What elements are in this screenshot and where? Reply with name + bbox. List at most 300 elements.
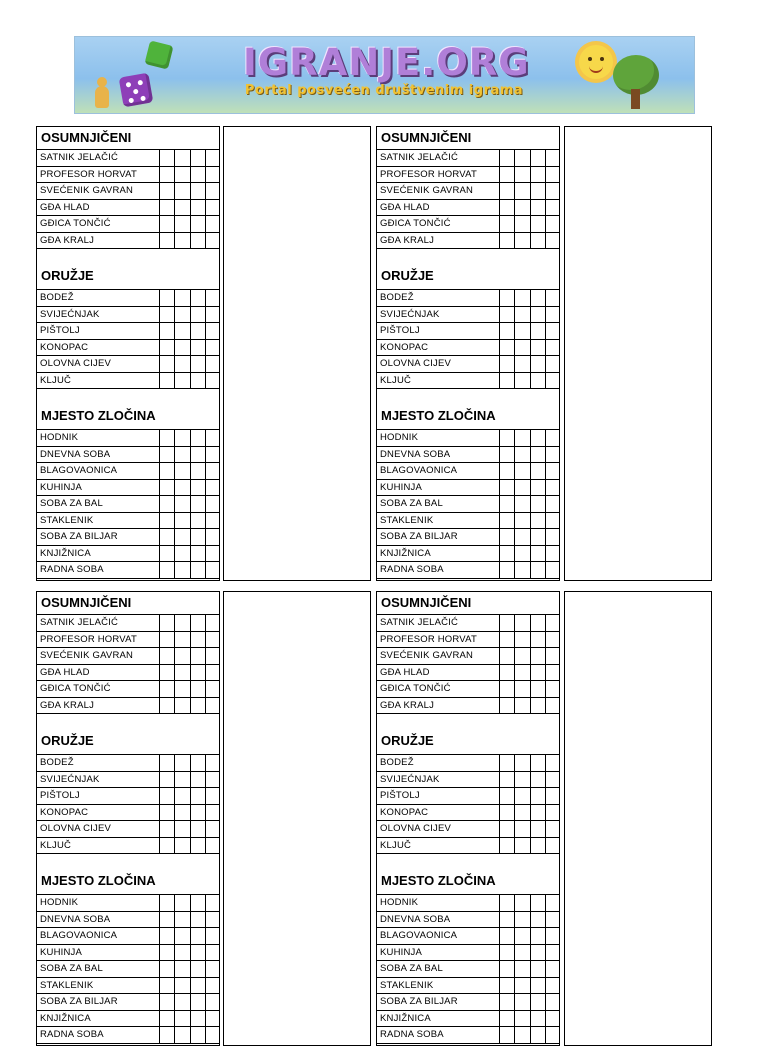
checkbox-cell[interactable] xyxy=(205,1010,220,1027)
checkbox-cell[interactable] xyxy=(545,512,560,529)
checkbox-cell[interactable] xyxy=(545,339,560,356)
checkbox-cell[interactable] xyxy=(190,323,205,340)
checkbox-cell[interactable] xyxy=(500,306,515,323)
checkbox-cell[interactable] xyxy=(190,463,205,480)
checkbox-cell[interactable] xyxy=(160,306,175,323)
checkbox-cell[interactable] xyxy=(190,496,205,513)
checkbox-cell[interactable] xyxy=(175,804,190,821)
checkbox-cell[interactable] xyxy=(545,788,560,805)
checkbox-cell[interactable] xyxy=(545,529,560,546)
checkbox-cell[interactable] xyxy=(515,681,530,698)
checkbox-cell[interactable] xyxy=(190,430,205,447)
checkbox-cell[interactable] xyxy=(515,446,530,463)
checkbox-cell[interactable] xyxy=(175,681,190,698)
checkbox-cell[interactable] xyxy=(175,697,190,714)
checkbox-cell[interactable] xyxy=(160,232,175,249)
checkbox-cell[interactable] xyxy=(545,323,560,340)
checkbox-cell[interactable] xyxy=(500,1027,515,1044)
checkbox-cell[interactable] xyxy=(500,631,515,648)
checkbox-cell[interactable] xyxy=(205,837,220,854)
checkbox-cell[interactable] xyxy=(545,664,560,681)
checkbox-cell[interactable] xyxy=(500,615,515,632)
checkbox-cell[interactable] xyxy=(530,232,545,249)
checkbox-cell[interactable] xyxy=(515,232,530,249)
checkbox-cell[interactable] xyxy=(530,463,545,480)
checkbox-cell[interactable] xyxy=(530,615,545,632)
checkbox-cell[interactable] xyxy=(500,804,515,821)
checkbox-cell[interactable] xyxy=(515,1010,530,1027)
checkbox-cell[interactable] xyxy=(205,339,220,356)
checkbox-cell[interactable] xyxy=(175,755,190,772)
checkbox-cell[interactable] xyxy=(190,479,205,496)
checkbox-cell[interactable] xyxy=(160,1010,175,1027)
checkbox-cell[interactable] xyxy=(175,216,190,233)
checkbox-cell[interactable] xyxy=(500,446,515,463)
checkbox-cell[interactable] xyxy=(500,512,515,529)
checkbox-cell[interactable] xyxy=(205,529,220,546)
checkbox-cell[interactable] xyxy=(545,562,560,579)
checkbox-cell[interactable] xyxy=(515,339,530,356)
notes-box-3[interactable] xyxy=(223,591,371,1046)
checkbox-cell[interactable] xyxy=(160,290,175,307)
checkbox-cell[interactable] xyxy=(205,664,220,681)
checkbox-cell[interactable] xyxy=(175,837,190,854)
checkbox-cell[interactable] xyxy=(545,1010,560,1027)
checkbox-cell[interactable] xyxy=(530,562,545,579)
checkbox-cell[interactable] xyxy=(175,631,190,648)
checkbox-cell[interactable] xyxy=(190,216,205,233)
checkbox-cell[interactable] xyxy=(530,339,545,356)
checkbox-cell[interactable] xyxy=(515,648,530,665)
checkbox-cell[interactable] xyxy=(160,463,175,480)
checkbox-cell[interactable] xyxy=(205,821,220,838)
checkbox-cell[interactable] xyxy=(190,183,205,200)
checkbox-cell[interactable] xyxy=(160,928,175,945)
checkbox-cell[interactable] xyxy=(190,681,205,698)
checkbox-cell[interactable] xyxy=(160,356,175,373)
checkbox-cell[interactable] xyxy=(175,615,190,632)
checkbox-cell[interactable] xyxy=(175,372,190,389)
checkbox-cell[interactable] xyxy=(190,788,205,805)
checkbox-cell[interactable] xyxy=(190,631,205,648)
checkbox-cell[interactable] xyxy=(205,479,220,496)
checkbox-cell[interactable] xyxy=(545,911,560,928)
checkbox-cell[interactable] xyxy=(205,430,220,447)
checkbox-cell[interactable] xyxy=(515,821,530,838)
checkbox-cell[interactable] xyxy=(530,755,545,772)
checkbox-cell[interactable] xyxy=(545,430,560,447)
checkbox-cell[interactable] xyxy=(530,928,545,945)
checkbox-cell[interactable] xyxy=(160,994,175,1011)
checkbox-cell[interactable] xyxy=(190,512,205,529)
checkbox-cell[interactable] xyxy=(500,755,515,772)
checkbox-cell[interactable] xyxy=(545,372,560,389)
checkbox-cell[interactable] xyxy=(160,323,175,340)
checkbox-cell[interactable] xyxy=(515,290,530,307)
checkbox-cell[interactable] xyxy=(530,631,545,648)
checkbox-cell[interactable] xyxy=(160,771,175,788)
checkbox-cell[interactable] xyxy=(500,697,515,714)
checkbox-cell[interactable] xyxy=(500,545,515,562)
checkbox-cell[interactable] xyxy=(545,994,560,1011)
checkbox-cell[interactable] xyxy=(175,788,190,805)
checkbox-cell[interactable] xyxy=(500,1010,515,1027)
checkbox-cell[interactable] xyxy=(205,183,220,200)
checkbox-cell[interactable] xyxy=(515,1027,530,1044)
checkbox-cell[interactable] xyxy=(530,648,545,665)
checkbox-cell[interactable] xyxy=(160,339,175,356)
checkbox-cell[interactable] xyxy=(205,306,220,323)
checkbox-cell[interactable] xyxy=(175,463,190,480)
checkbox-cell[interactable] xyxy=(190,306,205,323)
checkbox-cell[interactable] xyxy=(190,232,205,249)
checkbox-cell[interactable] xyxy=(515,944,530,961)
checkbox-cell[interactable] xyxy=(545,306,560,323)
checkbox-cell[interactable] xyxy=(545,944,560,961)
checkbox-cell[interactable] xyxy=(175,199,190,216)
checkbox-cell[interactable] xyxy=(545,977,560,994)
checkbox-cell[interactable] xyxy=(500,339,515,356)
checkbox-cell[interactable] xyxy=(545,697,560,714)
checkbox-cell[interactable] xyxy=(500,771,515,788)
checkbox-cell[interactable] xyxy=(205,290,220,307)
checkbox-cell[interactable] xyxy=(545,479,560,496)
checkbox-cell[interactable] xyxy=(545,928,560,945)
checkbox-cell[interactable] xyxy=(500,788,515,805)
checkbox-cell[interactable] xyxy=(160,430,175,447)
checkbox-cell[interactable] xyxy=(160,615,175,632)
checkbox-cell[interactable] xyxy=(515,356,530,373)
checkbox-cell[interactable] xyxy=(205,232,220,249)
checkbox-cell[interactable] xyxy=(530,1010,545,1027)
checkbox-cell[interactable] xyxy=(190,911,205,928)
checkbox-cell[interactable] xyxy=(500,290,515,307)
checkbox-cell[interactable] xyxy=(500,664,515,681)
checkbox-cell[interactable] xyxy=(545,290,560,307)
checkbox-cell[interactable] xyxy=(190,356,205,373)
checkbox-cell[interactable] xyxy=(530,771,545,788)
checkbox-cell[interactable] xyxy=(500,150,515,167)
checkbox-cell[interactable] xyxy=(545,446,560,463)
checkbox-cell[interactable] xyxy=(190,664,205,681)
checkbox-cell[interactable] xyxy=(205,463,220,480)
checkbox-cell[interactable] xyxy=(205,681,220,698)
checkbox-cell[interactable] xyxy=(515,545,530,562)
checkbox-cell[interactable] xyxy=(175,183,190,200)
checkbox-cell[interactable] xyxy=(160,755,175,772)
checkbox-cell[interactable] xyxy=(530,681,545,698)
checkbox-cell[interactable] xyxy=(205,994,220,1011)
checkbox-cell[interactable] xyxy=(500,323,515,340)
checkbox-cell[interactable] xyxy=(515,961,530,978)
checkbox-cell[interactable] xyxy=(205,166,220,183)
checkbox-cell[interactable] xyxy=(160,216,175,233)
checkbox-cell[interactable] xyxy=(530,821,545,838)
checkbox-cell[interactable] xyxy=(175,479,190,496)
checkbox-cell[interactable] xyxy=(205,216,220,233)
checkbox-cell[interactable] xyxy=(515,994,530,1011)
checkbox-cell[interactable] xyxy=(175,977,190,994)
checkbox-cell[interactable] xyxy=(530,697,545,714)
checkbox-cell[interactable] xyxy=(515,430,530,447)
checkbox-cell[interactable] xyxy=(160,631,175,648)
checkbox-cell[interactable] xyxy=(160,788,175,805)
checkbox-cell[interactable] xyxy=(515,631,530,648)
checkbox-cell[interactable] xyxy=(205,755,220,772)
checkbox-cell[interactable] xyxy=(205,323,220,340)
checkbox-cell[interactable] xyxy=(190,372,205,389)
checkbox-cell[interactable] xyxy=(160,1027,175,1044)
checkbox-cell[interactable] xyxy=(205,562,220,579)
checkbox-cell[interactable] xyxy=(205,928,220,945)
notes-box-4[interactable] xyxy=(564,591,712,1046)
checkbox-cell[interactable] xyxy=(175,232,190,249)
checkbox-cell[interactable] xyxy=(160,545,175,562)
checkbox-cell[interactable] xyxy=(160,664,175,681)
checkbox-cell[interactable] xyxy=(175,771,190,788)
checkbox-cell[interactable] xyxy=(530,994,545,1011)
checkbox-cell[interactable] xyxy=(515,562,530,579)
checkbox-cell[interactable] xyxy=(205,496,220,513)
checkbox-cell[interactable] xyxy=(515,372,530,389)
checkbox-cell[interactable] xyxy=(175,895,190,912)
checkbox-cell[interactable] xyxy=(545,356,560,373)
checkbox-cell[interactable] xyxy=(515,928,530,945)
checkbox-cell[interactable] xyxy=(530,430,545,447)
checkbox-cell[interactable] xyxy=(530,1027,545,1044)
checkbox-cell[interactable] xyxy=(175,496,190,513)
checkbox-cell[interactable] xyxy=(500,496,515,513)
checkbox-cell[interactable] xyxy=(175,944,190,961)
checkbox-cell[interactable] xyxy=(545,166,560,183)
checkbox-cell[interactable] xyxy=(205,446,220,463)
checkbox-cell[interactable] xyxy=(160,199,175,216)
notes-box-2[interactable] xyxy=(564,126,712,581)
checkbox-cell[interactable] xyxy=(205,615,220,632)
checkbox-cell[interactable] xyxy=(500,529,515,546)
checkbox-cell[interactable] xyxy=(175,911,190,928)
checkbox-cell[interactable] xyxy=(175,430,190,447)
checkbox-cell[interactable] xyxy=(190,290,205,307)
checkbox-cell[interactable] xyxy=(160,496,175,513)
checkbox-cell[interactable] xyxy=(190,821,205,838)
checkbox-cell[interactable] xyxy=(500,895,515,912)
checkbox-cell[interactable] xyxy=(530,216,545,233)
checkbox-cell[interactable] xyxy=(175,961,190,978)
checkbox-cell[interactable] xyxy=(500,911,515,928)
checkbox-cell[interactable] xyxy=(545,681,560,698)
checkbox-cell[interactable] xyxy=(190,928,205,945)
checkbox-cell[interactable] xyxy=(500,166,515,183)
checkbox-cell[interactable] xyxy=(530,372,545,389)
checkbox-cell[interactable] xyxy=(545,895,560,912)
checkbox-cell[interactable] xyxy=(160,512,175,529)
checkbox-cell[interactable] xyxy=(175,446,190,463)
checkbox-cell[interactable] xyxy=(515,166,530,183)
checkbox-cell[interactable] xyxy=(530,837,545,854)
checkbox-cell[interactable] xyxy=(160,804,175,821)
checkbox-cell[interactable] xyxy=(500,837,515,854)
checkbox-cell[interactable] xyxy=(545,771,560,788)
checkbox-cell[interactable] xyxy=(190,755,205,772)
checkbox-cell[interactable] xyxy=(530,479,545,496)
checkbox-cell[interactable] xyxy=(190,615,205,632)
checkbox-cell[interactable] xyxy=(515,911,530,928)
checkbox-cell[interactable] xyxy=(500,928,515,945)
checkbox-cell[interactable] xyxy=(175,1010,190,1027)
checkbox-cell[interactable] xyxy=(160,895,175,912)
checkbox-cell[interactable] xyxy=(545,199,560,216)
checkbox-cell[interactable] xyxy=(190,771,205,788)
checkbox-cell[interactable] xyxy=(160,944,175,961)
checkbox-cell[interactable] xyxy=(500,977,515,994)
checkbox-cell[interactable] xyxy=(190,150,205,167)
checkbox-cell[interactable] xyxy=(530,183,545,200)
checkbox-cell[interactable] xyxy=(190,562,205,579)
checkbox-cell[interactable] xyxy=(205,512,220,529)
checkbox-cell[interactable] xyxy=(530,545,545,562)
checkbox-cell[interactable] xyxy=(190,529,205,546)
checkbox-cell[interactable] xyxy=(160,697,175,714)
checkbox-cell[interactable] xyxy=(530,664,545,681)
checkbox-cell[interactable] xyxy=(500,479,515,496)
checkbox-cell[interactable] xyxy=(190,545,205,562)
checkbox-cell[interactable] xyxy=(205,788,220,805)
checkbox-cell[interactable] xyxy=(205,648,220,665)
checkbox-cell[interactable] xyxy=(190,977,205,994)
checkbox-cell[interactable] xyxy=(190,166,205,183)
checkbox-cell[interactable] xyxy=(545,232,560,249)
checkbox-cell[interactable] xyxy=(545,755,560,772)
checkbox-cell[interactable] xyxy=(205,631,220,648)
checkbox-cell[interactable] xyxy=(190,961,205,978)
checkbox-cell[interactable] xyxy=(190,944,205,961)
checkbox-cell[interactable] xyxy=(175,166,190,183)
checkbox-cell[interactable] xyxy=(500,199,515,216)
checkbox-cell[interactable] xyxy=(205,771,220,788)
checkbox-cell[interactable] xyxy=(205,199,220,216)
checkbox-cell[interactable] xyxy=(500,356,515,373)
checkbox-cell[interactable] xyxy=(190,895,205,912)
checkbox-cell[interactable] xyxy=(545,961,560,978)
checkbox-cell[interactable] xyxy=(515,183,530,200)
checkbox-cell[interactable] xyxy=(190,994,205,1011)
checkbox-cell[interactable] xyxy=(500,463,515,480)
checkbox-cell[interactable] xyxy=(530,961,545,978)
checkbox-cell[interactable] xyxy=(205,1027,220,1044)
checkbox-cell[interactable] xyxy=(515,496,530,513)
checkbox-cell[interactable] xyxy=(160,479,175,496)
checkbox-cell[interactable] xyxy=(175,290,190,307)
checkbox-cell[interactable] xyxy=(160,562,175,579)
checkbox-cell[interactable] xyxy=(160,821,175,838)
checkbox-cell[interactable] xyxy=(175,323,190,340)
checkbox-cell[interactable] xyxy=(530,446,545,463)
checkbox-cell[interactable] xyxy=(530,306,545,323)
checkbox-cell[interactable] xyxy=(515,755,530,772)
checkbox-cell[interactable] xyxy=(175,928,190,945)
checkbox-cell[interactable] xyxy=(530,199,545,216)
checkbox-cell[interactable] xyxy=(160,446,175,463)
checkbox-cell[interactable] xyxy=(500,183,515,200)
checkbox-cell[interactable] xyxy=(160,837,175,854)
checkbox-cell[interactable] xyxy=(190,339,205,356)
checkbox-cell[interactable] xyxy=(205,961,220,978)
checkbox-cell[interactable] xyxy=(515,479,530,496)
checkbox-cell[interactable] xyxy=(205,697,220,714)
checkbox-cell[interactable] xyxy=(500,430,515,447)
checkbox-cell[interactable] xyxy=(515,771,530,788)
checkbox-cell[interactable] xyxy=(175,150,190,167)
checkbox-cell[interactable] xyxy=(515,323,530,340)
checkbox-cell[interactable] xyxy=(530,895,545,912)
checkbox-cell[interactable] xyxy=(515,306,530,323)
checkbox-cell[interactable] xyxy=(160,977,175,994)
checkbox-cell[interactable] xyxy=(545,615,560,632)
checkbox-cell[interactable] xyxy=(530,356,545,373)
checkbox-cell[interactable] xyxy=(190,1010,205,1027)
checkbox-cell[interactable] xyxy=(500,562,515,579)
checkbox-cell[interactable] xyxy=(175,339,190,356)
checkbox-cell[interactable] xyxy=(515,837,530,854)
checkbox-cell[interactable] xyxy=(515,788,530,805)
checkbox-cell[interactable] xyxy=(190,446,205,463)
checkbox-cell[interactable] xyxy=(515,804,530,821)
checkbox-cell[interactable] xyxy=(190,199,205,216)
checkbox-cell[interactable] xyxy=(160,681,175,698)
checkbox-cell[interactable] xyxy=(500,648,515,665)
checkbox-cell[interactable] xyxy=(500,994,515,1011)
checkbox-cell[interactable] xyxy=(205,804,220,821)
checkbox-cell[interactable] xyxy=(515,664,530,681)
checkbox-cell[interactable] xyxy=(160,372,175,389)
checkbox-cell[interactable] xyxy=(545,545,560,562)
checkbox-cell[interactable] xyxy=(205,150,220,167)
checkbox-cell[interactable] xyxy=(175,306,190,323)
checkbox-cell[interactable] xyxy=(530,788,545,805)
checkbox-cell[interactable] xyxy=(530,977,545,994)
checkbox-cell[interactable] xyxy=(545,183,560,200)
checkbox-cell[interactable] xyxy=(175,994,190,1011)
checkbox-cell[interactable] xyxy=(545,837,560,854)
checkbox-cell[interactable] xyxy=(515,529,530,546)
checkbox-cell[interactable] xyxy=(205,545,220,562)
checkbox-cell[interactable] xyxy=(515,895,530,912)
checkbox-cell[interactable] xyxy=(175,562,190,579)
checkbox-cell[interactable] xyxy=(530,911,545,928)
checkbox-cell[interactable] xyxy=(175,512,190,529)
checkbox-cell[interactable] xyxy=(545,631,560,648)
checkbox-cell[interactable] xyxy=(545,463,560,480)
checkbox-cell[interactable] xyxy=(530,804,545,821)
checkbox-cell[interactable] xyxy=(545,648,560,665)
checkbox-cell[interactable] xyxy=(530,529,545,546)
checkbox-cell[interactable] xyxy=(175,529,190,546)
checkbox-cell[interactable] xyxy=(160,911,175,928)
checkbox-cell[interactable] xyxy=(530,166,545,183)
checkbox-cell[interactable] xyxy=(160,648,175,665)
checkbox-cell[interactable] xyxy=(545,150,560,167)
checkbox-cell[interactable] xyxy=(500,821,515,838)
checkbox-cell[interactable] xyxy=(515,216,530,233)
checkbox-cell[interactable] xyxy=(160,183,175,200)
checkbox-cell[interactable] xyxy=(515,199,530,216)
checkbox-cell[interactable] xyxy=(205,911,220,928)
checkbox-cell[interactable] xyxy=(515,463,530,480)
checkbox-cell[interactable] xyxy=(515,615,530,632)
checkbox-cell[interactable] xyxy=(205,944,220,961)
checkbox-cell[interactable] xyxy=(530,150,545,167)
